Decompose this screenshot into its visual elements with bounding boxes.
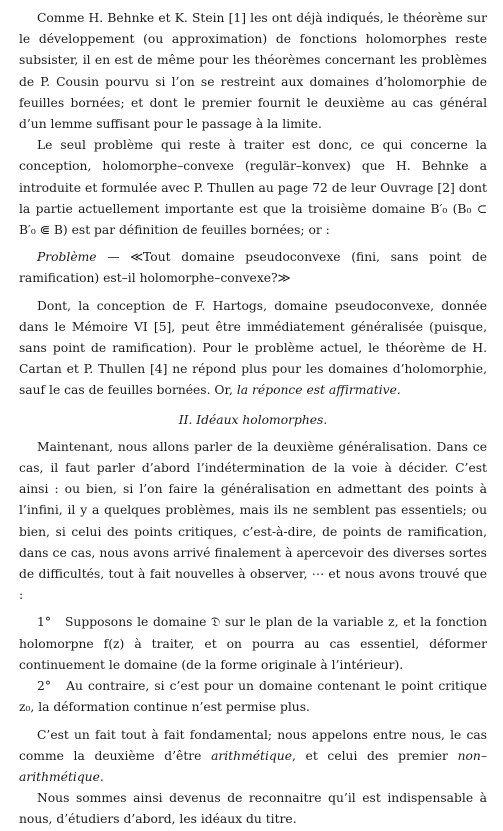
paragraph-holomorphe-convexe: Le seul problème qui reste à traiter est donc, ce qui concerne la conception, holomorphe–convexe (regulär–konvex) que H. Behnke a introduite et formulée avec P. Thullen au page 72 de leur Ouvrage [2] dont la partie actuellement importante est que la troisième domaine B′₀ (B₀ ⊂ B′₀ ⋐ B) est par définition de feuilles bornées; or :	[19, 138, 487, 238]
paragraph-generalisation: Maintenant, nous allons parler de la deuxième généralisation. Dans ce cas, il faut parler d’abord l’indétermination de la voie à décider. C’est ainsi : ou bien, si l’on faire la généralisation en admettant des points à l’infini, il y a quelques problèmes, mais ils ne semblent pas essentiels; ou bien, si celui des points critiques, c’est-à-dire, de points de ramification, dans ce cas, nous avons arrivé finalement à apercevoir des diverses sortes de difficultés, tout à fait nouvelles à observer, ⋯ et nous avons trouvé que :	[19, 439, 487, 603]
paragraph-hartogs-conclusion: la réponce est affirmative.	[236, 383, 401, 398]
case-1	[19, 612, 487, 676]
case-1-text: Supposons le domaine 𝔇 sur le plan de la variable z, et la fonction holomorpne f(z) à traiter, et on pourra au cas essentiel, déformer continuement le domaine (de la forme originale à l’intérieur).	[19, 615, 487, 672]
paragraph-arithmetique-a: C’est un fait tout à fait fondamental; nous appelons entre nous, le cas comme la deuxième d’être	[19, 727, 487, 763]
paragraph-hartogs	[19, 296, 487, 402]
paragraph-conclusion: Nous sommes ainsi devenus de reconnaitre qu’il est indispensable à nous, d’étudiers d’abord, les idéaux du titre.	[19, 791, 487, 827]
paragraph-arithmetique	[19, 725, 487, 789]
case-2-text: Au contraire, si c’est pour un domaine contenant le point critique z₀, la déformation continue n’est permise plus.	[19, 679, 487, 715]
term-arithmetique: arithmétique	[211, 748, 292, 763]
problem-text: — ≪Tout domaine pseudoconvexe (fini, sans point de ramification) est–il holomorphe–convexe?≫	[19, 250, 487, 286]
term-non-arithmetique: non–arithmétique	[19, 748, 487, 784]
case-2	[19, 676, 487, 718]
problem-label: Problème	[37, 250, 97, 265]
problem-statement	[19, 247, 487, 289]
paragraph-arithmetique-c: .	[99, 769, 104, 784]
section-heading: II. Idéaux holomorphes.	[178, 412, 328, 427]
case-2-number: 2°	[37, 679, 51, 694]
paragraph-hartogs-text: Dont, la conception de F. Hartogs, domaine pseudoconvexe, donnée dans le Mémoire VI [5], peut être immédiatement généralisée (puisque, sans point de ramification). Pour le problème actuel, le théorème de H. Cartan et P. Thullen [4] ne répond plus pour les domaines d’holomorphie, sauf le cas de feuilles bornées. Or,	[19, 298, 487, 398]
paragraph-behnke-stein: Comme H. Behnke et K. Stein [1] les ont déjà indiqués, le théorème sur le développement (ou approximation) de fonctions holomorphes reste subsister, il en est de même pour les théorèmes concernant les problèmes de P. Cousin pourvu si l’on se restreint aux domaines d’holomorphie de feuilles bornées; et dont le premier fournit le deuxième au cas général d’un lemme suffisant pour le passage à la limite.	[19, 11, 487, 132]
case-1-number: 1°	[37, 615, 51, 630]
paragraph-arithmetique-b: , et celui des premier	[291, 748, 458, 763]
